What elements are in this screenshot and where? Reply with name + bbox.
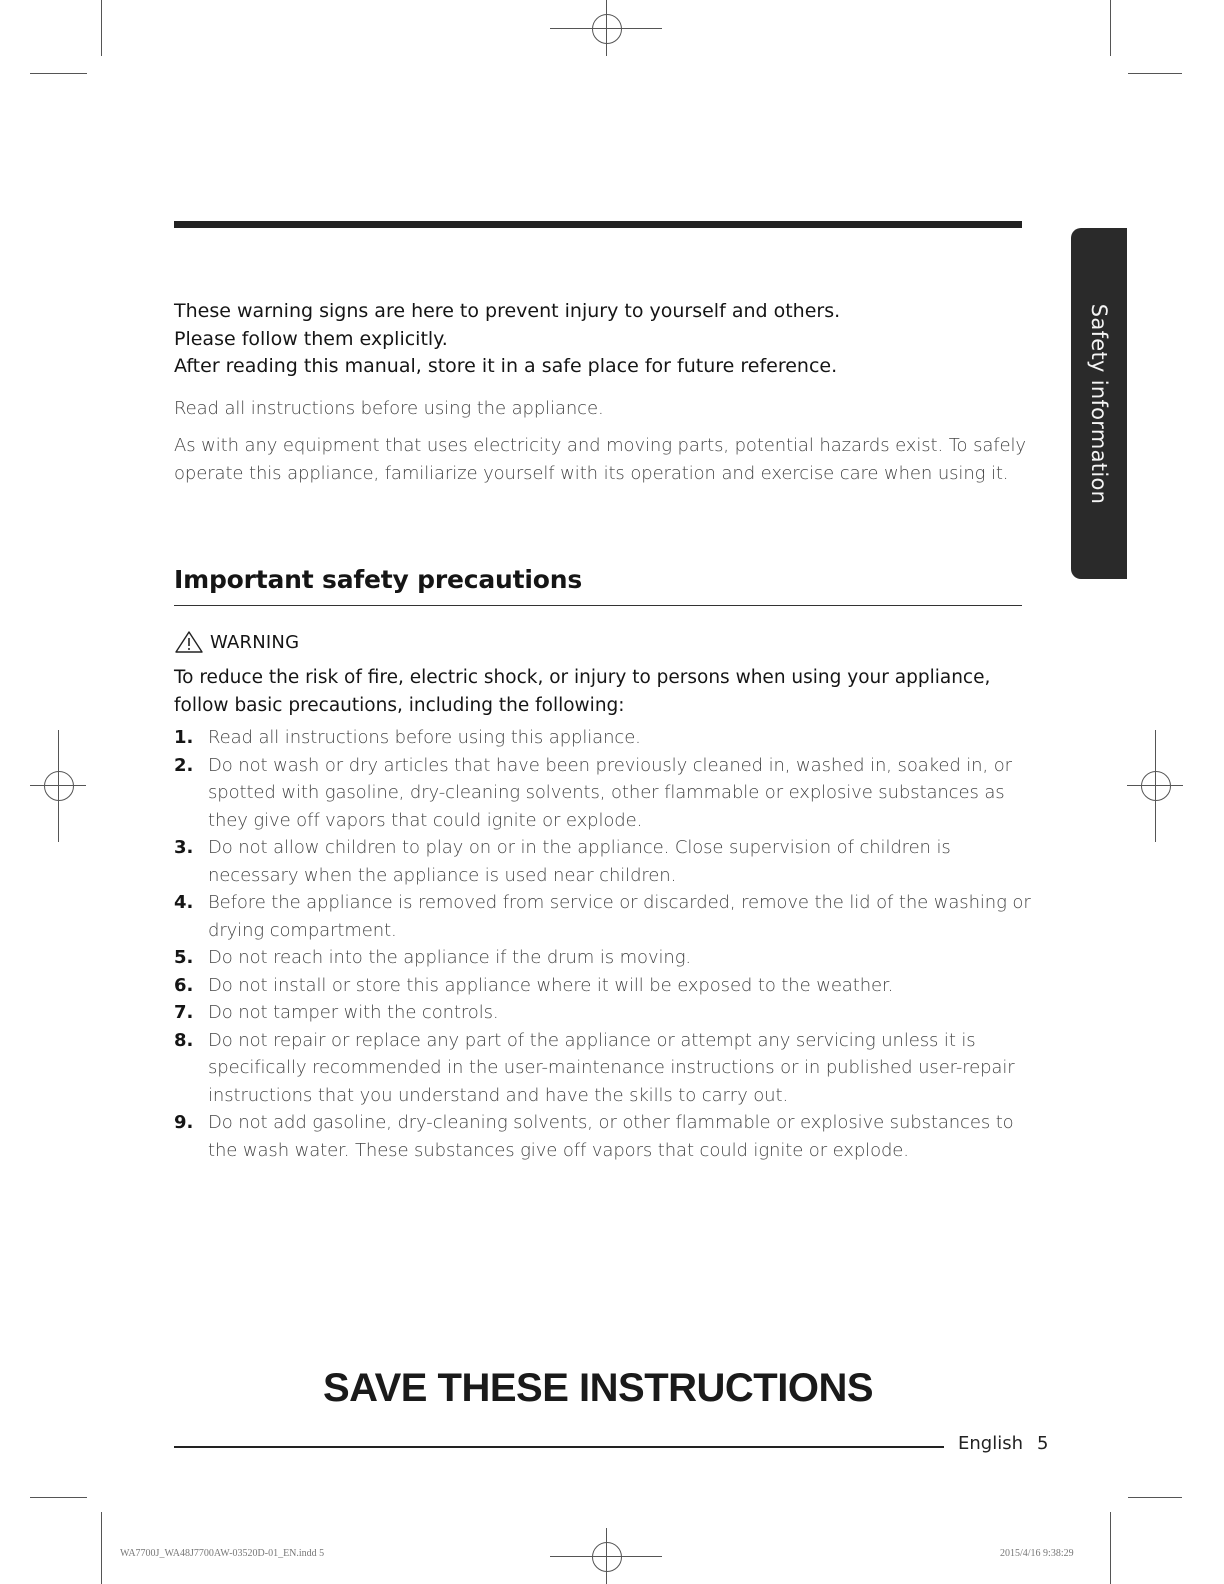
list-text: Do not allow children to play on or in the appliance. Close supervision of children is necessary when the appliance is used near children. (208, 837, 951, 886)
save-instructions-banner: SAVE THESE INSTRUCTIONS (322, 1366, 874, 1410)
section-title: Important safety precautions (174, 565, 582, 594)
list-text: Do not tamper with the controls. (208, 1002, 499, 1023)
list-item (174, 944, 1034, 972)
list-number: 9. (174, 1112, 194, 1133)
list-item (174, 1027, 1034, 1110)
list-number: 8. (174, 1029, 194, 1051)
list-number: 7. (174, 1002, 194, 1023)
print-slug-file: WA7700J_WA48J7700AW-03520D-01_EN.indd 5 (120, 1548, 325, 1559)
footer-language: English (958, 1433, 1023, 1454)
list-number: 3. (174, 837, 194, 858)
print-slug-timestamp: 2015/4/16 9:38:29 (1000, 1548, 1074, 1559)
list-text: Do not reach into the appliance if the drum is moving. (208, 947, 692, 968)
list-item (174, 1109, 1034, 1164)
side-tab (1071, 228, 1127, 579)
warning-heading (174, 630, 299, 654)
list-item (174, 724, 1034, 752)
list-item (174, 752, 1034, 835)
warning-triangle-icon (174, 630, 204, 654)
list-number: 6. (174, 974, 194, 996)
page-number: 5 (1037, 1433, 1049, 1454)
header-rule (174, 221, 1022, 228)
list-number: 4. (174, 892, 194, 913)
intro-paragraph: Read all instructions before using the appliance. (174, 397, 604, 419)
list-text: Do not wash or dry articles that have been previously cleaned in, washed in, soaked in, or spotted with gasoline, dry-cleaning solvents, other flammable or explosive substances as they give off vapors that could ignite or explode. (208, 754, 1012, 831)
warning-intro: To reduce the risk of fire, electric shock, or injury to persons when using your appliance, follow basic precautions, including the following: (174, 667, 991, 716)
side-tab-label: Safety information (1087, 303, 1111, 504)
list-number: 2. (174, 754, 194, 776)
list-text: Before the appliance is removed from service or discarded, remove the lid of the washing or drying compartment. (208, 892, 1031, 941)
list-number: 1. (174, 727, 194, 748)
list-text: Read all instructions before using this appliance. (208, 727, 641, 748)
list-item (174, 834, 1034, 889)
list-item (174, 972, 1034, 1000)
section-rule (174, 605, 1022, 606)
intro-line: After reading this manual, store it in a safe place for future reference. (174, 355, 838, 377)
list-text: Do not install or store this appliance where it will be exposed to the weather. (208, 974, 894, 996)
list-item (174, 889, 1034, 944)
intro-block (174, 298, 1034, 487)
warning-label: WARNING (210, 631, 300, 653)
list-text: Do not repair or replace any part of the appliance or attempt any servicing unless it is specifically recommended in the user-maintenance instructions or in published user-repair instructions that you understand and have the skills to carry out. (208, 1029, 1015, 1106)
list-number: 5. (174, 947, 194, 968)
intro-line: These warning signs are here to prevent injury to yourself and others. (174, 300, 841, 322)
footer-rule (174, 1446, 944, 1448)
intro-line: Please follow them explicitly. (174, 327, 448, 350)
precaution-list (174, 724, 1034, 1164)
list-item (174, 999, 1034, 1027)
list-text: Do not add gasoline, dry-cleaning solvents, or other flammable or explosive substances to the wash water. These substances give off vapors that could ignite or explode. (208, 1112, 1014, 1161)
intro-paragraph: As with any equipment that uses electricity and moving parts, potential hazards exist. To safely operate this appliance, familiarize yourself with its operation and exercise care when using it. (174, 435, 1026, 484)
